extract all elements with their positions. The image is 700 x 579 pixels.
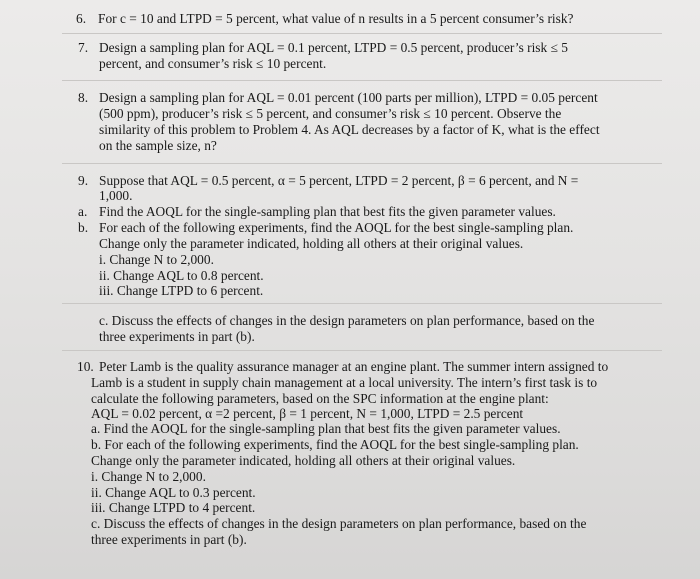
divider: [62, 33, 662, 34]
problem-8-line: similarity of this problem to Problem 4. As AQL decreases by a factor of K, what is the effect: [99, 122, 600, 137]
problem-10-line: Change only the parameter indicated, holding all others at their original values.: [91, 453, 516, 468]
problem-7-line: percent, and consumer’s risk ≤ 10 percent.: [99, 56, 327, 71]
problem-8-line: (500 ppm), producer’s risk ≤ 5 percent, and consumer’s risk ≤ 10 percent. Observe the: [99, 106, 562, 121]
problem-10-number: 10.: [77, 359, 94, 374]
divider: [62, 350, 662, 351]
problem-6-number: 6.: [76, 11, 87, 26]
problem-9-line: Suppose that AQL = 0.5 percent, α = 5 percent, LTPD = 2 percent, β = 6 percent, and N =: [99, 173, 579, 188]
problem-9-part-c: c. Discuss the effects of changes in the design parameters on plan performance, based on the: [99, 313, 595, 328]
problem-10-line: Lamb is a student in supply chain management at a local university. The intern’s first task is to: [91, 375, 598, 390]
problem-9-experiment: i. Change N to 2,000.: [99, 252, 214, 267]
problem-9-experiment: iii. Change LTPD to 6 percent.: [99, 283, 264, 298]
problem-8-line: Design a sampling plan for AQL = 0.01 percent (100 parts per million), LTPD = 0.05 percent: [99, 90, 598, 105]
problem-10-line: AQL = 0.02 percent, α =2 percent, β = 1 percent, N = 1,000, LTPD = 2.5 percent: [91, 406, 524, 421]
problem-10-line: a. Find the AOQL for the single-sampling plan that best fits the given parameter values.: [91, 421, 561, 436]
problem-9-line: 1,000.: [99, 188, 133, 203]
problem-10-line: three experiments in part (b).: [91, 532, 247, 547]
problem-7-line: Design a sampling plan for AQL = 0.1 percent, LTPD = 0.5 percent, producer’s risk ≤ 5: [99, 40, 568, 55]
problem-10-line: iii. Change LTPD to 4 percent.: [91, 500, 256, 515]
problem-10-line: i. Change N to 2,000.: [91, 469, 206, 484]
problem-9-part-b: For each of the following experiments, find the AOQL for the best single-sampling plan.: [99, 220, 574, 235]
problem-9-part-label: b.: [78, 220, 89, 235]
problem-8-line: on the sample size, n?: [99, 138, 217, 153]
problem-9-part-c: three experiments in part (b).: [99, 329, 255, 344]
divider: [62, 303, 662, 304]
problem-9-part-a: Find the AOQL for the single-sampling plan that best fits the given parameter values.: [99, 204, 556, 219]
divider: [62, 163, 662, 164]
problem-6-text: For c = 10 and LTPD = 5 percent, what value of n results in a 5 percent consumer’s risk?: [98, 11, 574, 26]
problem-9-part-label: a.: [78, 204, 88, 219]
problem-10-line: ii. Change AQL to 0.3 percent.: [91, 485, 256, 500]
problem-8-number: 8.: [78, 90, 89, 105]
problem-10-line: b. For each of the following experiments, find the AOQL for the best single-sampling plan.: [91, 437, 579, 452]
problem-9-continuation: Change only the parameter indicated, holding all others at their original values.: [99, 236, 524, 251]
problem-10-line: Peter Lamb is the quality assurance manager at an engine plant. The summer intern assigned to: [99, 359, 609, 374]
problem-9-number: 9.: [78, 173, 89, 188]
problem-10-line: c. Discuss the effects of changes in the design parameters on plan performance, based on the: [91, 516, 587, 531]
problem-7-number: 7.: [78, 40, 89, 55]
problem-10-line: calculate the following parameters, based on the SPC information at the engine plant:: [91, 391, 549, 406]
problem-9-experiment: ii. Change AQL to 0.8 percent.: [99, 268, 264, 283]
divider: [62, 80, 662, 81]
